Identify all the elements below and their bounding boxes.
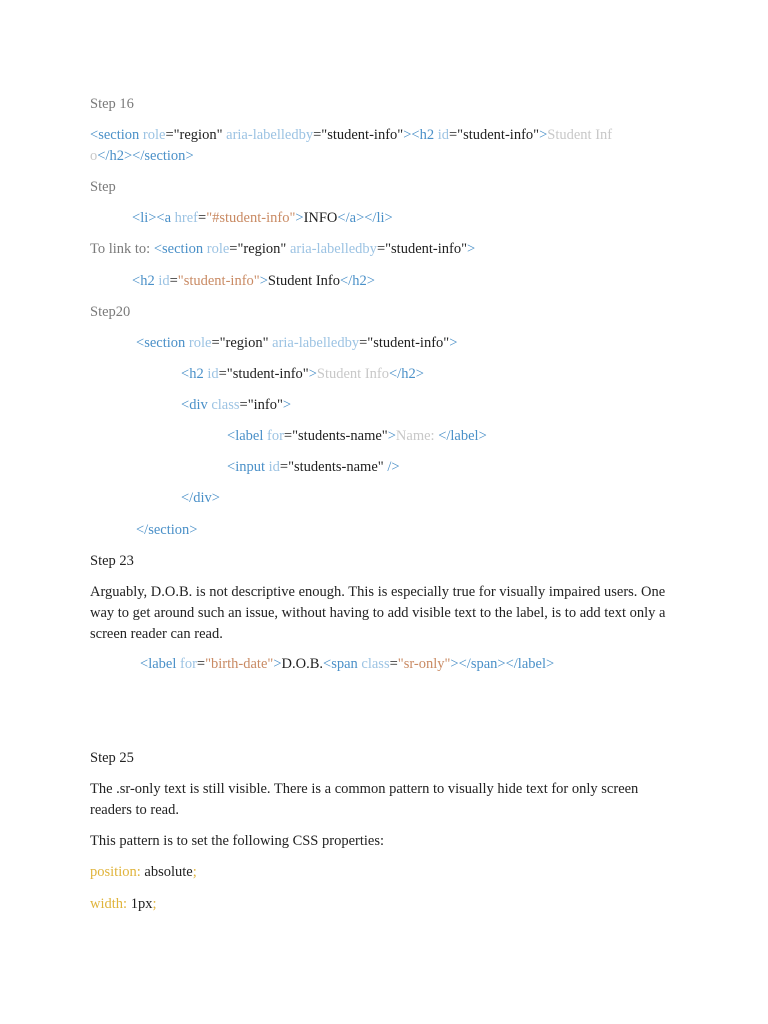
code-punct: </	[388, 366, 402, 382]
step-heading: Step	[90, 179, 116, 195]
code-value: "student-info"	[177, 273, 260, 289]
code-line-link-h2	[132, 271, 375, 291]
code-punct: >	[449, 335, 458, 351]
code-tag: h2	[189, 366, 204, 382]
code-tag: section	[98, 127, 140, 143]
code-punct: </	[339, 273, 353, 289]
code-tag: section	[148, 522, 190, 538]
code-punct: >	[295, 210, 304, 226]
code-value: "students-name"	[292, 428, 388, 444]
code-attr: href	[174, 210, 199, 226]
code-line-link-to	[90, 239, 475, 259]
code-punct: >	[366, 273, 375, 289]
code-punct: <	[181, 366, 190, 382]
code-tag: div	[189, 397, 208, 413]
code-value: "student-info"	[321, 127, 404, 143]
code-punct: <	[227, 428, 236, 444]
code-line-step20-7	[136, 520, 197, 540]
code-punct: />	[383, 459, 400, 475]
code-value: "student-info"	[457, 127, 540, 143]
code-value: "student-info"	[367, 335, 450, 351]
code-value: "#student-info"	[206, 210, 296, 226]
code-attr: class	[211, 397, 240, 413]
code-text: Student Inf	[547, 127, 613, 143]
css-property: width	[90, 896, 124, 912]
code-eq: =	[239, 397, 248, 413]
code-tag: label	[235, 428, 264, 444]
code-text: Student Info	[316, 366, 389, 382]
code-punct: ><	[403, 127, 420, 143]
code-text: Student Info	[267, 273, 340, 289]
code-tag: input	[235, 459, 265, 475]
code-tag: h2	[352, 273, 367, 289]
code-punct: >	[545, 656, 555, 672]
code-value: "region"	[219, 335, 269, 351]
code-tag: h2	[140, 273, 155, 289]
css-colon: :	[136, 864, 141, 880]
code-attr: for	[180, 656, 197, 672]
code-punct: >	[384, 210, 393, 226]
code-punct: >	[189, 522, 198, 538]
step-16-heading: Step 16	[90, 96, 134, 112]
code-punct: >	[211, 490, 220, 506]
css-semicolon: ;	[192, 864, 197, 880]
code-tag: a	[349, 210, 357, 226]
code-tag: h2	[419, 127, 435, 143]
code-punct: ></	[450, 656, 471, 672]
step-23-paragraph: Arguably, D.O.B. is not descriptive enough. This is especially true for visually impaired users. One way to get around such an issue, without having to add visible text to the label, is to add text only a screen reader can read.	[90, 584, 666, 642]
code-eq: =	[198, 210, 207, 226]
code-eq: =	[229, 241, 238, 257]
code-line-step20-2	[181, 364, 424, 384]
code-punct: <	[136, 335, 145, 351]
code-attr: id	[437, 127, 449, 143]
code-text: INFO	[303, 210, 338, 226]
code-punct: ></	[497, 656, 518, 672]
code-punct: <	[181, 397, 190, 413]
code-attr: role	[142, 127, 166, 143]
code-tag: label	[517, 656, 546, 672]
code-value: "region"	[237, 241, 287, 257]
code-line-step16-1	[90, 125, 612, 145]
code-line-step20-1	[136, 333, 457, 353]
code-attr: id	[207, 366, 219, 382]
code-value: "region"	[173, 127, 223, 143]
code-punct: <	[132, 273, 141, 289]
code-punct: >	[185, 148, 194, 164]
code-line-step23	[140, 654, 554, 674]
code-tag: label	[450, 428, 479, 444]
code-tag: a	[164, 210, 172, 226]
code-attr: id	[268, 459, 280, 475]
code-attr: class	[361, 656, 390, 672]
code-tag: label	[148, 656, 177, 672]
code-text: o	[90, 148, 98, 164]
code-value: "birth-date"	[205, 656, 274, 672]
code-punct: >	[478, 428, 487, 444]
code-line-li	[132, 208, 393, 228]
code-attr: role	[188, 335, 212, 351]
step-25-paragraph-1: The .sr-only text is still visible. There is a common pattern to visually hide text for only screen readers to read.	[90, 781, 639, 818]
code-eq: =	[211, 335, 220, 351]
css-value: 1px	[130, 896, 153, 912]
code-punct: </	[337, 210, 350, 226]
code-text: D.O.B.	[281, 656, 323, 672]
code-line-step16-2	[90, 146, 194, 166]
code-punct: </	[136, 522, 149, 538]
code-line-step20-6	[181, 488, 220, 508]
css-property: position	[90, 864, 137, 880]
code-tag: div	[193, 490, 212, 506]
link-to-label: To link to:	[90, 241, 151, 257]
step-20-heading: Step20	[90, 304, 131, 320]
code-value: "info"	[247, 397, 283, 413]
code-punct: </	[438, 428, 451, 444]
code-attr: aria-labelledby	[272, 335, 360, 351]
code-punct: >	[387, 428, 396, 444]
code-attr: for	[267, 428, 284, 444]
code-tag: section	[144, 148, 186, 164]
code-eq: =	[389, 656, 398, 672]
code-eq: =	[279, 459, 289, 475]
css-line-width	[90, 894, 156, 914]
code-punct: ></	[356, 210, 377, 226]
code-eq: =	[313, 127, 322, 143]
code-punct: <	[153, 241, 163, 257]
code-eq: =	[218, 366, 227, 382]
code-punct: <	[323, 656, 332, 672]
code-punct: >	[539, 127, 548, 143]
step-25-heading: Step 25	[90, 750, 134, 766]
code-attr: aria-labelledby	[226, 127, 314, 143]
code-eq: =	[196, 656, 206, 672]
code-text: Name:	[395, 428, 439, 444]
code-punct: >	[282, 397, 292, 413]
code-tag: h2	[401, 366, 416, 382]
code-value: "sr-only"	[397, 656, 451, 672]
code-attr: aria-labelledby	[289, 241, 377, 257]
css-colon: :	[123, 896, 128, 912]
code-line-step20-3	[181, 395, 291, 415]
code-punct: <	[140, 656, 149, 672]
code-punct: </	[181, 490, 194, 506]
code-tag: section	[162, 241, 204, 257]
code-punct: >	[308, 366, 317, 382]
code-value: "student-info"	[385, 241, 468, 257]
code-tag: li	[140, 210, 149, 226]
code-tag: span	[331, 656, 358, 672]
code-punct: ><	[148, 210, 165, 226]
code-eq: =	[283, 428, 293, 444]
code-tag: span	[470, 656, 498, 672]
code-punct: ></	[123, 148, 145, 164]
css-line-position	[90, 862, 197, 882]
code-punct: >	[273, 656, 282, 672]
code-eq: =	[376, 241, 386, 257]
code-line-step20-5	[227, 457, 400, 477]
code-punct: <	[90, 127, 99, 143]
code-tag: section	[144, 335, 186, 351]
code-eq: =	[448, 127, 458, 143]
code-punct: </	[97, 148, 110, 164]
code-punct: >	[467, 241, 476, 257]
code-eq: =	[165, 127, 174, 143]
css-value: absolute	[144, 864, 193, 880]
css-semicolon: ;	[152, 896, 157, 912]
code-value: "students-name"	[288, 459, 384, 475]
code-punct: >	[415, 366, 424, 382]
code-punct: <	[227, 459, 236, 475]
code-value: "student-info"	[226, 366, 309, 382]
code-punct: >	[259, 273, 268, 289]
step-25-paragraph-2: This pattern is to set the following CSS properties:	[90, 833, 385, 849]
code-attr: id	[158, 273, 170, 289]
code-eq: =	[169, 273, 178, 289]
step-23-heading: Step 23	[90, 553, 134, 569]
code-eq: =	[359, 335, 368, 351]
code-line-step20-4	[227, 426, 487, 446]
code-tag: li	[376, 210, 385, 226]
code-tag: h2	[109, 148, 124, 164]
code-punct: <	[132, 210, 141, 226]
code-attr: role	[206, 241, 230, 257]
